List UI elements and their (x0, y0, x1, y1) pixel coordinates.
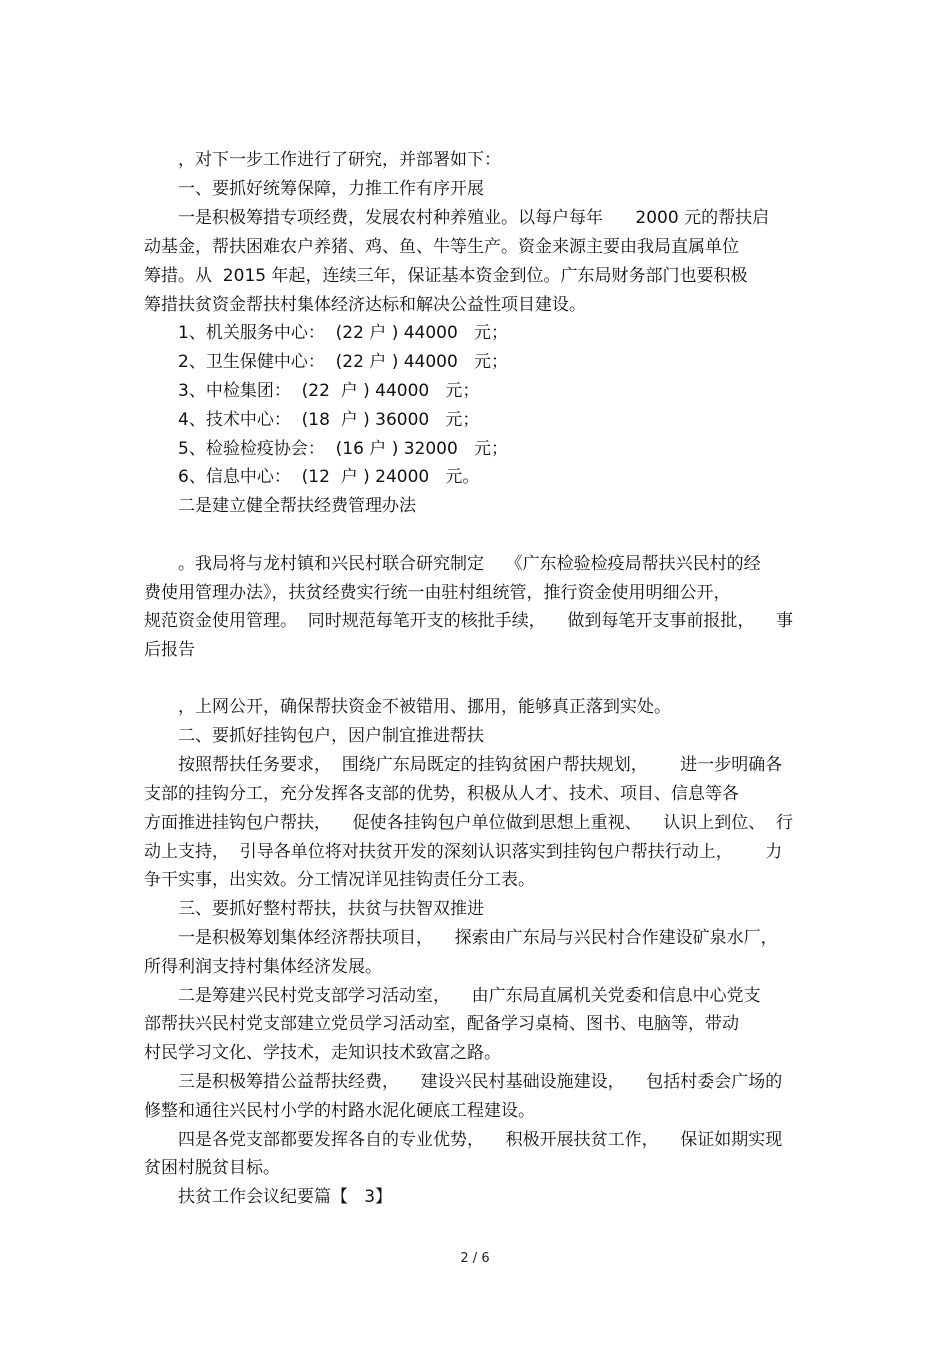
text-line: 所得利润支持村集体经济发展。 (144, 957, 382, 977)
section-title: 扶贫工作会议纪要篇【 3】 (178, 1187, 393, 1207)
text-line: 一是积极筹措专项经费，发展农村种养殖业。以每户每年 2000 元的帮扶启 (178, 208, 770, 228)
text-line: 四是各党支部都要发挥各自的专业优势， 积极开展扶贫工作， 保证如期实现 (178, 1130, 783, 1150)
text-line: 方面推进挂钩包户帮扶， 促使各挂钩包户单位做到思想上重视、 认识上到位、 行 (144, 813, 794, 833)
text-line: 一是积极筹划集体经济帮扶项目， 探索由广东局与兴民村合作建设矿泉水厂， (178, 928, 778, 948)
text-line: 筹措。从 2015 年起，连续三年，保证基本资金到位。广东局财务部门也要积极 (144, 266, 748, 286)
text-line: 动上支持， 引导各单位将对扶贫开发的深刻认识落实到挂钩包户帮扶行动上， 力 (144, 842, 783, 862)
section-heading: 一、要抓好统筹保障，力推工作有序开展 (178, 179, 484, 199)
text-line: 三是积极筹措公益帮扶经费， 建设兴民村基础设施建设， 包括村委会广场的 (178, 1072, 783, 1092)
text-line: ，对下一步工作进行了研究，并部署如下： (178, 150, 501, 170)
text-line: 支部的挂钩分工，充分发挥各支部的优势，积极从人才、技术、项目、信息等各 (144, 784, 739, 804)
text-line: 二是筹建兴民村党支部学习活动室， 由广东局直属机关党委和信息中心党支 (178, 986, 761, 1006)
text-line: 按照帮扶任务要求， 围绕广东局既定的挂钩贫困户帮扶规划， 进一步明确各 (178, 755, 783, 775)
text-line: 动基金，帮扶困难农户养猪、鸡、鱼、牛等生产。资金来源主要由我局直属单位 (144, 237, 739, 257)
text-line: 。我局将与龙村镇和兴民村联合研究制定 《广东检验检疫局帮扶兴民村的经 (178, 554, 761, 574)
text-line: 修整和通往兴民村小学的村路水泥化硬底工程建设。 (144, 1101, 535, 1121)
text-line: 部帮扶兴民村党支部建立党员学习活动室，配备学习桌椅、图书、电脑等，带动 (144, 1014, 739, 1034)
section-heading: 二、要抓好挂钩包户，因户制宜推进帮扶 (178, 726, 484, 746)
list-item: 1、机关服务中心： (22 户 ) 44000 元； (178, 323, 509, 343)
text-line: 规范资金使用管理。 同时规范每笔开支的核批手续， 做到每笔开支事前报批， 事 (144, 611, 794, 631)
text-line: ，上网公开，确保帮扶资金不被错用、挪用，能够真正落到实处。 (178, 697, 671, 717)
list-item: 2、卫生保健中心： (22 户 ) 44000 元； (178, 352, 509, 372)
list-item: 3、中检集团： (22 户 ) 44000 元； (178, 381, 480, 401)
section-heading: 三、要抓好整村帮扶，扶贫与扶智双推进 (178, 899, 484, 919)
list-item: 4、技术中心： (18 户 ) 36000 元； (178, 410, 480, 430)
list-item: 5、检验检疫协会： (16 户 ) 32000 元； (178, 439, 509, 459)
text-line: 村民学习文化、学技术，走知识技术致富之路。 (144, 1043, 501, 1063)
text-line: 费使用管理办法》，扶贫经费实行统一由驻村组统管，推行资金使用明细公开， (144, 583, 731, 603)
text-line: 争干实事，出实效。分工情况详见挂钩责任分工表。 (144, 870, 535, 890)
text-line: 筹措扶贫资金帮扶村集体经济达标和解决公益性项目建设。 (144, 295, 586, 315)
text-line: 贫困村脱贫目标。 (144, 1158, 280, 1178)
text-line: 二是建立健全帮扶经费管理办法 (178, 496, 416, 516)
list-item: 6、信息中心： (12 户 ) 24000 元。 (178, 467, 480, 487)
text-line: 后报告 (144, 640, 195, 660)
page-number: 2 / 6 (460, 1251, 490, 1266)
